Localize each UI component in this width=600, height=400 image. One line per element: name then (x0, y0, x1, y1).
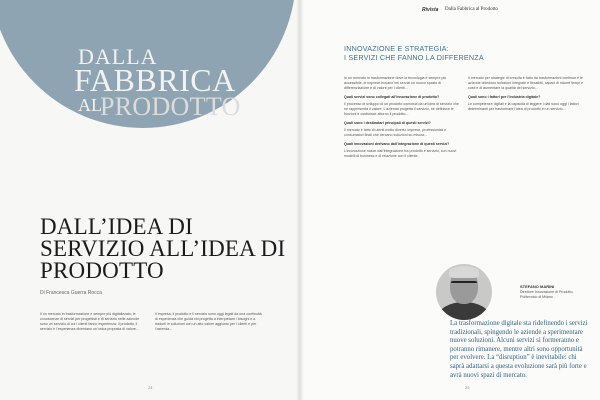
left-col1-text: Il un mercato in trasformazione e sempre più digitalizzato, le conoscenze di servizi per progettisti e di servizio nelle aziende sono un servizio di cui i clienti fanno esperienza: il prodotto, il servizio e l’esperienza diventano un’unica proposta di valore... (40, 312, 140, 331)
hero-word-fabbrica: FABBRICA (74, 62, 236, 98)
left-page-number: 24 (148, 385, 153, 390)
interview-answer-1: Il processo di sviluppo di un prodotto comincia da un’idea di servizio che ne rappresenta il valore. L’azienda progetta il servizio, ne definisce le funzioni e costruisce attorno il prodotto... (344, 102, 459, 116)
interview-answer-3: L’innovazione nasce dall’integrazione tra prodotto e servizio, con nuovi modelli di business e di relazione con il cliente. (344, 149, 457, 158)
magazine-brand: Rivista (422, 7, 439, 13)
right-page (300, 0, 600, 400)
kicker-line-2: I SERVIZI CHE FANNO LA DIFFERENZA (344, 53, 484, 62)
hero-word-prodotto: PRODOTTO (100, 92, 241, 121)
article-kicker (344, 44, 584, 62)
portrait-body (438, 302, 490, 320)
right-body-column-1 (344, 76, 462, 163)
portrait-caption-role: Direttore Innovazione di Prodotto, Politecnico di Milano (520, 290, 574, 299)
interview-question-4: Quali sono i fattori per l’industria digitale? (468, 95, 541, 99)
page-gutter (296, 0, 304, 400)
right-col1-intro: In un mercato in trasformazione dove la tecnologia è sempre più accessibile, le imprese trovano nei servizi un nuovo spazio di differenziazione e di valore per i clienti... (344, 76, 447, 90)
portrait-caption-name: STEFANO MARINI (520, 284, 555, 289)
portrait-photo (436, 264, 492, 320)
portrait-glasses (451, 281, 477, 288)
right-page-number: 25 (465, 385, 470, 390)
right-col2-text: Il mercato per strategie di crescita è fatto da trasformazioni continue e le aziende chiedono soluzioni integrate e flessibili, capaci di ridurre tempi e costi e di aumentare la qualità del servizio... (468, 76, 584, 90)
interview-answer-4: Le competenze digitali e la capacità di leggere i dati sono oggi i fattori determinanti per trasformare l’idea di prodotto in un servizio... (468, 102, 579, 111)
interview-question-1: Quali servizi sono collegati all’innovazione di prodotto? (344, 95, 440, 99)
kicker-line-1: INNOVAZIONE E STRATEGIA: (344, 44, 449, 53)
interview-question-3: Quali innovazioni derivano dall’integrazione di questi servizi? (344, 142, 450, 146)
section-title: Dalla Fabbrica al Prodotto (445, 7, 498, 12)
pull-quote: La trasformazione digitale sta ridefinendo i servizi tradizionali, spingendo le aziende a sperimentare nuove soluzioni. Alcuni servizi si formeranno e potranno rimanere, mentre altri sono opportunità per evolvere. La “disruption” è inevitabile: chi saprà adattarsi a questa evoluzione sarà più forte e avrà nuovi spazi di mercato. (450, 320, 588, 379)
hero-word-al: AL (78, 95, 102, 115)
left-body-column-2 (155, 312, 265, 336)
portrait-hair (449, 266, 479, 278)
article-byline: Di Francesca Guerra Rocca (40, 290, 102, 296)
article-headline: DALL’IDEA DI SERVIZIO ALL’IDEA DI PRODOTTO (40, 214, 286, 283)
interview-question-2: Quali sono i destinatari principali di questi servizi? (344, 121, 431, 125)
left-col2-text: Il impresa, il prodotto e il servizio sono oggi legati da una continuità di esperienza che guida chi progetta a interpretare i bisogni e a tradurli in soluzioni con un alto valore aggiunto per i clienti e per l’azienda... (155, 312, 262, 331)
interview-answer-2: Il mercato è fatto di utenti molto diversi: imprese, professionisti e consumatori finali che cercano soluzioni su misura... (344, 128, 447, 137)
right-body-column-2 (468, 76, 586, 116)
hero-word-dalla: DALLA (78, 44, 158, 69)
left-body-column-1 (40, 312, 145, 336)
